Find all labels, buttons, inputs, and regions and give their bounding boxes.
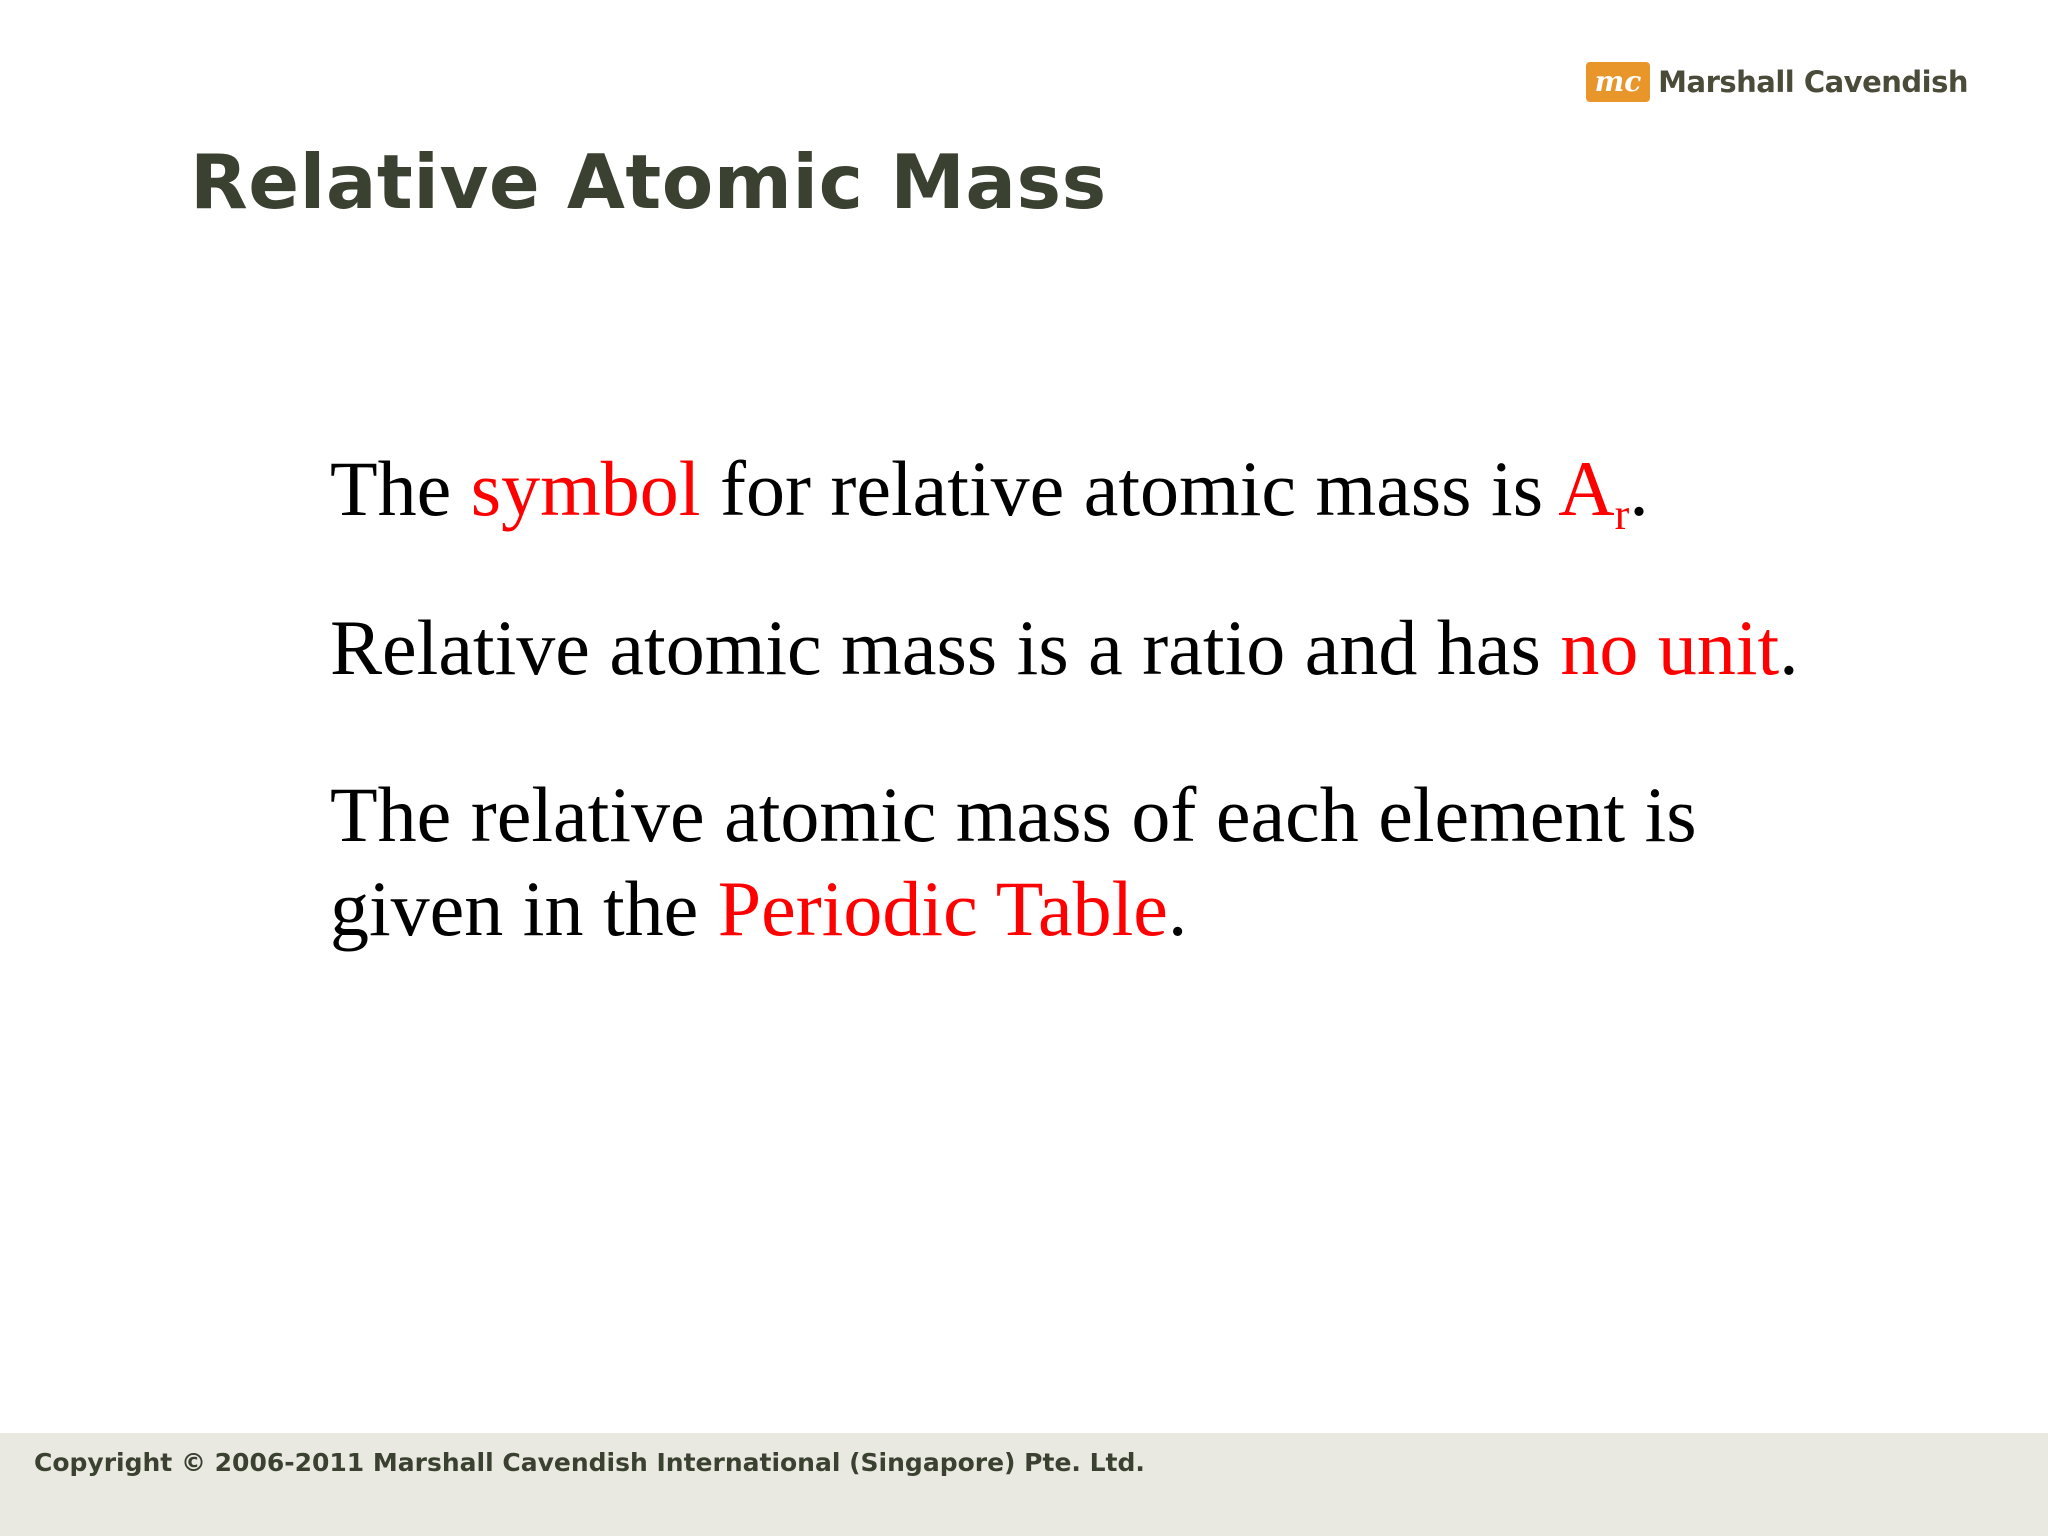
paragraph-periodic-table xyxy=(330,768,1697,956)
page-title: Relative Atomic Mass xyxy=(190,138,1107,226)
paragraph-unit xyxy=(330,601,1799,695)
text-segment: The xyxy=(330,445,471,532)
text-segment: . xyxy=(1779,604,1799,691)
highlight-no-unit: no unit xyxy=(1560,604,1780,691)
logo-text: Marshall Cavendish xyxy=(1658,65,1968,99)
copyright-text: Copyright © 2006-2011 Marshall Cavendish International (Singapore) Pte. Ltd. xyxy=(34,1448,1145,1477)
text-segment: . xyxy=(1629,445,1649,532)
paragraph-symbol xyxy=(330,442,1649,539)
highlight-periodic-table: Periodic Table xyxy=(717,865,1168,952)
text-segment: . xyxy=(1167,865,1188,952)
symbol-ar: A xyxy=(1558,445,1615,532)
text-segment: The relative atomic mass of each element is xyxy=(330,771,1697,858)
text-segment: given in the xyxy=(330,865,718,952)
mc-logo-icon xyxy=(1586,62,1650,102)
text-segment: Relative atomic mass is a ratio and has xyxy=(330,604,1561,691)
symbol-subscript: r xyxy=(1614,490,1630,539)
text-segment: for relative atomic mass is xyxy=(700,445,1559,532)
highlight-symbol: symbol xyxy=(470,445,701,532)
svg-text:mc: mc xyxy=(1594,65,1642,98)
publisher-logo xyxy=(1586,62,1968,102)
